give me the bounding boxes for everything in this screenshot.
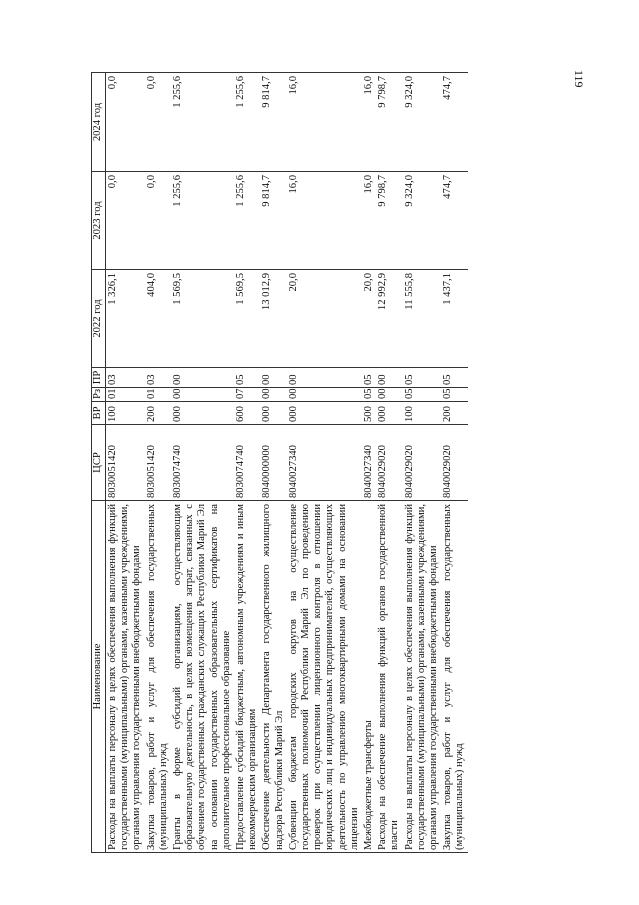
row-value-2023: 16,0 [287,172,362,270]
table-header-row [92,73,106,853]
row-value-2024: 0,0 [145,73,171,172]
row-pr: 05 [441,368,467,388]
row-value-2022: 11 555,8 [403,270,442,368]
row-value-2023: 1 255,6 [234,172,260,270]
row-csr: 8040029020 [403,425,442,501]
row-rz: 05 [403,388,442,402]
row-value-2022: 12 992,9 [376,270,402,368]
row-pr: 05 [403,368,442,388]
row-name: Расходы на выплаты персоналу в целях обеспечения выполнения функций государственными (муниципальными) органами, казенными учреждениями, органами управления государственными внебюджетными фондами [403,501,442,853]
row-value-2023: 9 814,7 [260,172,286,270]
row-value-2023: 16,0 [362,172,376,270]
row-csr: 8030051420 [106,425,145,501]
row-rz: 01 [145,388,171,402]
row-name: Расходы на выплаты персоналу в целях обеспечения выполнения функций государственными (муниципальными) органами, казенными учреждениями, органами управления государственными внебюджетными фондами [106,501,145,853]
table-row [234,73,260,853]
header-2022: 2022 год [92,270,106,368]
row-value-2024: 0,0 [106,73,145,172]
header-name: Наименование [92,501,106,853]
row-vr: 100 [403,402,442,425]
row-csr: 8030074740 [171,425,234,501]
row-value-2024: 1 255,6 [234,73,260,172]
row-rz: 00 [260,388,286,402]
header-csr: ЦСР [92,425,106,501]
row-rz: 07 [234,388,260,402]
row-name: Межбюджетные трансферты [362,501,376,853]
row-csr: 8040029020 [441,425,467,501]
row-rz: 00 [376,388,402,402]
row-csr: 8040000000 [260,425,286,501]
row-vr: 000 [260,402,286,425]
row-vr: 100 [106,402,145,425]
header-pr: ПР [92,368,106,388]
row-value-2023: 9 798,7 [376,172,402,270]
row-value-2023: 0,0 [145,172,171,270]
row-pr: 00 [287,368,362,388]
row-name: Предоставление субсидий бюджетным, автономным учреждениям и иным некоммерческим организациям [234,501,260,853]
row-vr: 600 [234,402,260,425]
row-pr: 00 [171,368,234,388]
row-value-2022: 1 326,1 [106,270,145,368]
row-value-2024: 474,7 [441,73,467,172]
row-value-2024: 16,0 [287,73,362,172]
row-value-2022: 20,0 [287,270,362,368]
row-csr: 8040027340 [287,425,362,501]
table-row [260,73,286,853]
row-pr: 05 [234,368,260,388]
row-name: Закупка товаров, работ и услуг для обеспечения государственных (муниципальных) нужд [145,501,171,853]
row-rz: 05 [441,388,467,402]
header-rz: Рз [92,388,106,402]
row-pr: 00 [260,368,286,388]
header-vr: ВР [92,402,106,425]
row-value-2024: 9 798,7 [376,73,402,172]
table-row [403,73,442,853]
row-value-2022: 13 012,9 [260,270,286,368]
table-row [171,73,234,853]
row-value-2023: 0,0 [106,172,145,270]
row-value-2022: 404,0 [145,270,171,368]
row-value-2022: 1 437,1 [441,270,467,368]
row-value-2024: 9 814,7 [260,73,286,172]
row-pr: 00 [376,368,402,388]
table-row [145,73,171,853]
row-vr: 000 [376,402,402,425]
row-csr: 8040029020 [376,425,402,501]
row-vr: 000 [287,402,362,425]
row-name: Закупка товаров, работ и услуг для обеспечения государственных (муниципальных) нужд [441,501,467,853]
row-value-2024: 9 324,0 [403,73,442,172]
header-2023: 2023 год [92,172,106,270]
rotated-table-container [91,73,497,853]
row-value-2023: 474,7 [441,172,467,270]
table-row [362,73,376,853]
row-name: Гранты в форме субсидий организациям, осуществляющим образовательную деятельность, в целях возмещения затрат, связанных с обучением государственных гражданских служащих Республики Марий Эл на основании государственных образовательных сертификатов на дополнительное профессиональное образование [171,501,234,853]
table-row [106,73,145,853]
header-2024: 2024 год [92,73,106,172]
budget-table [91,72,468,853]
row-pr: 03 [145,368,171,388]
row-vr: 200 [145,402,171,425]
row-value-2024: 16,0 [362,73,376,172]
row-csr: 8030074740 [234,425,260,501]
row-value-2022: 20,0 [362,270,376,368]
row-value-2023: 9 324,0 [403,172,442,270]
row-rz: 01 [106,388,145,402]
row-vr: 500 [362,402,376,425]
row-pr: 03 [106,368,145,388]
row-rz: 05 [362,388,376,402]
row-value-2022: 1 569,5 [234,270,260,368]
table-row [376,73,402,853]
row-csr: 8040027340 [362,425,376,501]
row-name: Субвенции бюджетам городских округов на осуществление государственных полномочий Республики Марий Эл по проведению проверок при осуществлении лицензионного контроля в отношении юридических лиц и индивидуальных предпринимателей, осуществляющих деятельность по управлению многоквартирными домами на основании лицензии [287,501,362,853]
row-name: Обеспечение деятельности Департамента государственного жилищного надзора Республики Марий Эл [260,501,286,853]
row-vr: 200 [441,402,467,425]
row-name: Расходы на обеспечение выполнения функций органов государственной власти [376,501,402,853]
row-rz: 00 [171,388,234,402]
row-rz: 00 [287,388,362,402]
table-row [441,73,467,853]
row-value-2022: 1 569,5 [171,270,234,368]
page-number: 119 [572,70,586,88]
row-csr: 8030051420 [145,425,171,501]
table-row [287,73,362,853]
row-pr: 05 [362,368,376,388]
row-value-2023: 1 255,6 [171,172,234,270]
row-value-2024: 1 255,6 [171,73,234,172]
row-vr: 000 [171,402,234,425]
